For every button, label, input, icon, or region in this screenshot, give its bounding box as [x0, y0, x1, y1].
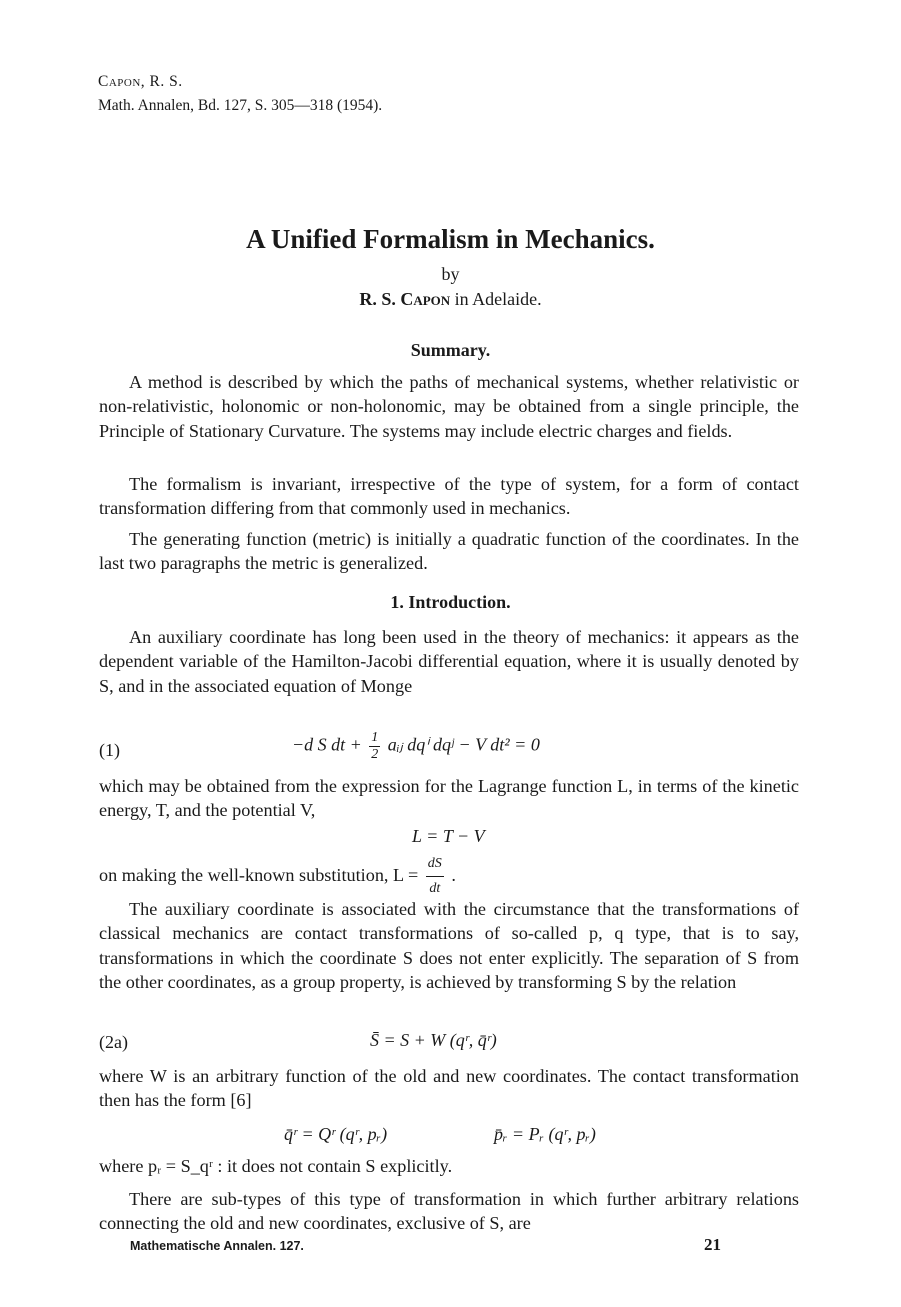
- intro-paragraph-3-end: .: [451, 865, 456, 886]
- reference-author: Capon, R. S.: [98, 73, 183, 90]
- summary-heading: Summary.: [410, 340, 491, 360]
- equation-1-left: −d S dt +: [292, 734, 362, 755]
- citation-block: [98, 70, 382, 118]
- equation-1-fraction-denominator: 2: [371, 747, 379, 762]
- section-heading-introduction: 1. Introduction.: [390, 592, 511, 612]
- byline-by: by: [441, 264, 460, 284]
- footer-page-number: 21: [704, 1235, 721, 1254]
- intro-paragraph-4: The auxiliary coordinate is associated with the circumstance that the transformations of classical mechanics are contact transformations of so-called p, q type, that is to say, transformations in which the coordinate S does not enter explicitly. The separation of S from the other coordinates, as a group property, is achieved by transforming S by the relation: [99, 899, 799, 993]
- equation-2a: S̄ = S + W (qʳ, q̄ʳ): [370, 1030, 497, 1050]
- summary-paragraph-3: The generating function (metric) is initially a quadratic function of the coordinates. In the last two paragraphs the metric is generalized.: [99, 529, 799, 574]
- intro-paragraph-3-text: on making the well-known substitution, L =: [99, 865, 419, 886]
- equation-transform-p: p̄ᵣ = Pᵣ (qʳ, pᵣ): [494, 1124, 596, 1144]
- reference-citation: Math. Annalen, Bd. 127, S. 305—318 (1954).: [98, 97, 383, 114]
- intro-paragraph-1: An auxiliary coordinate has long been used in the theory of mechanics: it appears as the dependent variable of the Hamilton-Jacobi differential equation, where it is usually denoted by S, and in the associated equation of Monge: [99, 627, 799, 696]
- equation-1-fraction-numerator: 1: [371, 730, 379, 745]
- summary-paragraph-2: The formalism is invariant, irrespective of the type of system, for a form of contact transformation differing from that commonly used in mechanics.: [99, 474, 799, 519]
- intro-paragraph-5: where W is an arbitrary function of the old and new coordinates. The contact transformation then has the form [6]: [99, 1066, 799, 1111]
- equation-1-right: aᵢⱼ dqⁱ dqʲ − V dt² = 0: [387, 734, 540, 755]
- equation-1-fraction: [369, 730, 380, 763]
- equation-1-label: (1): [99, 740, 120, 760]
- equation-1: [292, 730, 540, 763]
- byline-author: R. S. Capon: [359, 289, 451, 309]
- byline-place: in Adelaide.: [454, 289, 542, 309]
- byline: [0, 289, 901, 310]
- footer-journal: Mathematische Annalen. 127.: [130, 1239, 304, 1253]
- ds-dt-fraction: [426, 852, 444, 902]
- summary-paragraph-1: A method is described by which the paths of mechanical systems, whether relativistic or non-relativistic, holonomic or non-holonomic, may be obtained from a single principle, the Principle of Stationary Curvature. The systems may include electric charges and fields.: [99, 372, 799, 441]
- intro-paragraph-3: [99, 852, 799, 902]
- intro-paragraph-7: There are sub-types of this type of transformation in which further arbitrary relations connecting the old and new coordinates, exclusive of S, are: [99, 1189, 799, 1234]
- ds-dt-numerator: dS: [426, 852, 444, 877]
- equation-2a-label: (2a): [99, 1032, 128, 1052]
- equation-lagrange: L = T − V: [412, 826, 485, 846]
- intro-paragraph-6: where pᵣ = S_qʳ : it does not contain S explicitly.: [99, 1156, 453, 1176]
- intro-paragraph-2: which may be obtained from the expression for the Lagrange function L, in terms of the kinetic energy, T, and the potential V,: [99, 776, 799, 821]
- ds-dt-denominator: dt: [429, 881, 441, 897]
- equation-transform-q: q̄ʳ = Qʳ (qʳ, pᵣ): [284, 1124, 388, 1144]
- paper-title: A Unified Formalism in Mechanics.: [246, 224, 655, 254]
